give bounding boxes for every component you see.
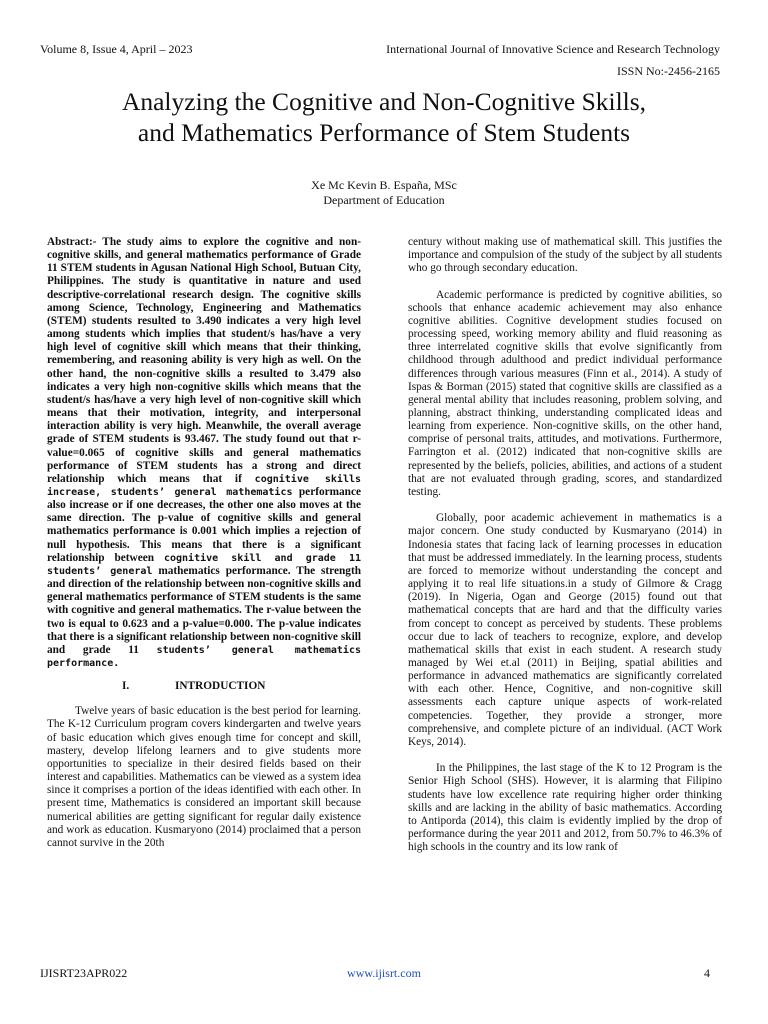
paragraph-gap	[408, 275, 722, 288]
body-paragraph: Globally, poor academic achievement in mathematics is a major concern. One study conducted by Kusmaryano (2014) in Indonesia states that facing lack of learning processes in education that must be addressed immediately. In the learning process, students are forced to memorize without understanding the concept and applying it to real life situations.in a study of Gilmore & Cragg (2019). In Nigeria, Ogan and George (2015) found out that mathematical concepts that are hard and that the difficulty varies from concept to concept as perceived by students. These problems occur due to lack of teachers to recognize, explore, and develop mathematical skills that exist in each student. A research study managed by Wei et.al (2011) in Beijing, spatial abilities and performance in advanced mathematics are significantly correlated with each other. Hence, Cognitive, and non-cognitive skill assessments each capture unique aspects of work-related competencies. Together, they provide a stronger, more comprehensive, and complete picture of an individual. (ACT Work Keys, 2014).	[408, 512, 722, 748]
left-column	[47, 236, 361, 850]
volume-issue: Volume 8, Issue 4, April – 2023	[40, 42, 193, 56]
author-affiliation: Department of Education	[323, 193, 445, 207]
paragraph-gap	[408, 499, 722, 512]
body-paragraph: Twelve years of basic education is the best period for learning. The K-12 Curriculum program covers kindergarten and twelve years of basic education which gives enough time for concept and skill, mastery, develop lifelong learners and to give students more opportunities to specialize in their desired fields based on their interest and capabilities. Mathematics can be viewed as a system idea since it comprises a portion of the ideas identified with each other. In present time, Mathematics is considered an important skill because numerical abilities are getting significant for regular daily existence and work as education. Kusmaryono (2014) proclaimed that a person cannot survive in the 20th	[47, 705, 362, 849]
title-line: Analyzing the Cognitive and Non-Cognitive Skills,	[121, 87, 647, 116]
abstract-emphasis: cognitive skills increase, students’ general mathematics	[47, 473, 362, 498]
author-block	[0, 178, 768, 208]
paragraph-gap	[408, 749, 722, 762]
paper-title	[40, 86, 728, 148]
body-paragraph: Academic performance is predicted by cognitive abilities, so schools that enhance academic achievement may also enhance cognitive abilities. Cognitive development studies focused on processing speed, working memory ability and fluid reasoning as three interrelated cognitive skills that evolve significantly from childhood through adulthood and predict individual performance differences through various measures (Finn et al., 2014). A study of Ispas & Borman (2015) stated that cognitive skills are classified as a general mental ability that includes reasoning, problem solving, and planning, abstract thinking, understanding complicated ideas and learning from experience. Non-cognitive skills, on the other hand, comprise of personal traits, attitudes, and motivations. Furthermore, Farrington et al. (2012) indicated that non-cognitive skills are represented by the beliefs, policies, abilities, and actions of a student that are not evaluated through grading, scores, and standardized testing.	[408, 288, 722, 498]
journal-url[interactable]: www.ijisrt.com	[347, 966, 421, 980]
body-paragraph: century without making use of mathematical skill. This justifies the importance and compulsion of the study of the subject by all students who go through secondary education.	[408, 236, 722, 275]
section-heading	[47, 680, 361, 693]
title-line: and Mathematics Performance of Stem Students	[137, 118, 631, 147]
journal-name: International Journal of Innovative Science and Research Technology	[386, 42, 720, 56]
issn-number: ISSN No:-2456-2165	[616, 64, 720, 78]
section-number: I.	[122, 680, 130, 693]
abstract-emphasis: cognitive skill and grade 11 students’ general	[47, 552, 362, 577]
body-paragraph: In the Philippines, the last stage of the K to 12 Program is the Senior High School (SHS). However, it is alarming that Filipino students have low excellence rate requiring higher order thinking skills and are lacking in the ability of basic mathematics. According to Antiporda (2014), this claim is evidently implied by the drop of performance during the year 2011 and 2012, from 50.7% to 46.3% of high schools in the country and its low rank of	[408, 762, 722, 854]
section-title: INTRODUCTION	[175, 680, 266, 693]
abstract	[47, 236, 361, 670]
abstract-text: performance also increase or if one decreases, the other one also moves at the same direction. The p-value of cognitive skills and general mathematics performance is 0.001 which implies a rejection of null hypothesis. This means that there is a significant relationship between	[47, 485, 361, 564]
article-code: IJISRT23APR022	[40, 966, 128, 980]
page-number: 4	[704, 966, 710, 980]
abstract-text: Abstract:- The study aims to explore the cognitive and non-cognitive skills, and general mathematics performance of Grade 11 STEM students in Agusan National High School, Butuan City, Philippines. The study is quantitative in nature and used descriptive-correlational research design. The cognitive skills among Science, Technology, Engineering and Mathematics (STEM) students resulted to 3.490 indicates a very high level among students which implies that student/s has/have a very high level of cognitive skill which means that their thinking, remembering, and reasoning ability is very high as well. On the other hand, the non-cognitive skills a resulted to 3.479 also indicates a very high non-cognitive skills which means that the student/s has/have a very high level of non-cognitive skill which means that their motivation, integrity, and interpersonal interaction ability is very high. Meanwhile, the overall average grade of STEM students is 93.467. The study found out that r-value=0.065 of cognitive skills and general mathematics performance of STEM students has a strong and direct relationship which means that if	[47, 236, 361, 485]
right-column	[408, 236, 722, 854]
author-name: Xe Mc Kevin B. España, MSc	[311, 178, 457, 192]
abstract-emphasis: students’ general mathematics performance.	[47, 644, 361, 669]
abstract-text: mathematics performance. The strength and direction of the relationship between non-cognitive skills and general mathematics performance of STEM students is the same with cognitive and general mathematics. The r-value between the two is equal to 0.623 and a p-value=0.000. The p-value indicates that there is a significant relationship between non-cognitive skill and grade 11	[47, 564, 361, 656]
